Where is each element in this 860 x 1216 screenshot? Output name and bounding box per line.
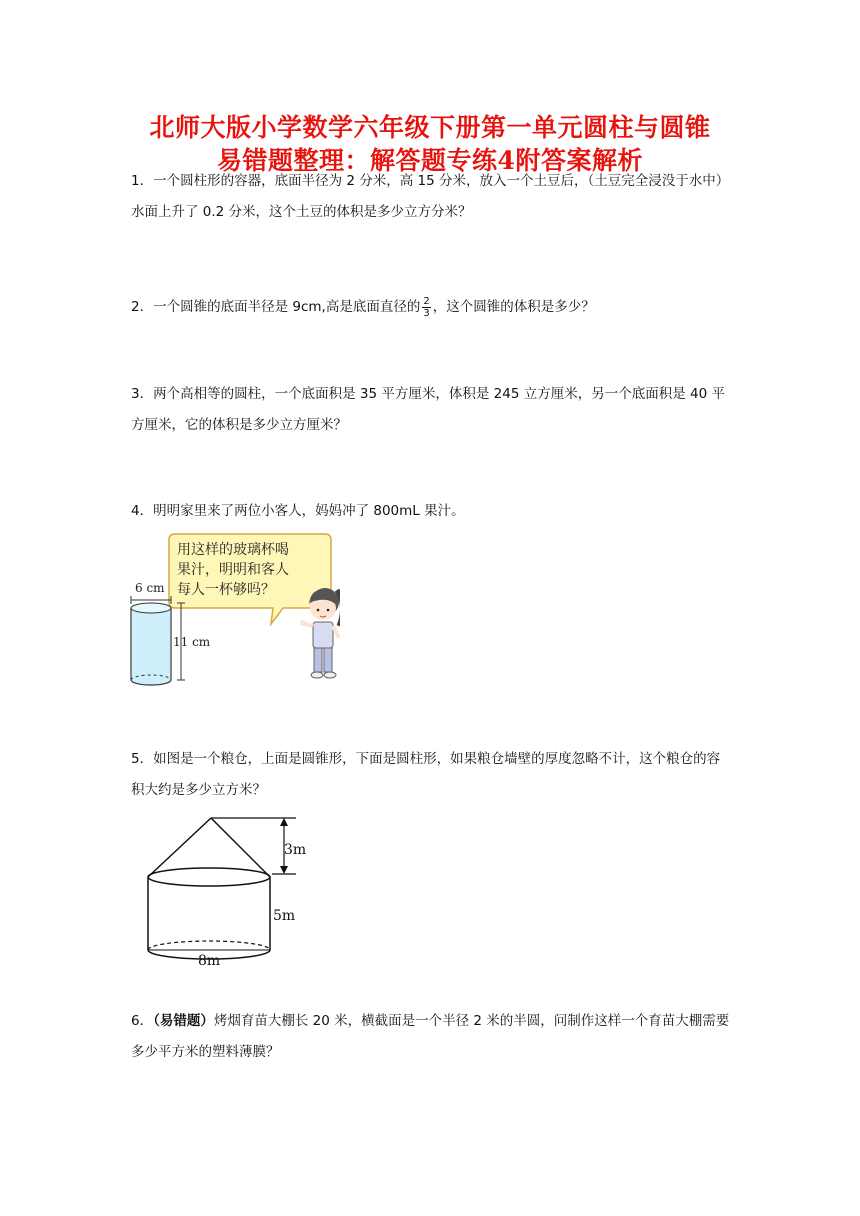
question-6-number: 6． — [131, 1013, 154, 1029]
question-2-text-before: 2．一个圆锥的底面半径是 9cm,高是底面直径的 — [131, 299, 421, 315]
question-6 — [131, 1006, 731, 1068]
fraction-two-thirds — [422, 296, 430, 319]
glass-diameter-label: 6 cm — [135, 581, 165, 595]
fraction-denominator: 3 — [423, 307, 430, 319]
question-1: 1．一个圆柱形的容器，底面半径为 2 分米，高 15 分米，放入一个土豆后，（土豆完全浸没于水中）水面上升了 0.2 分米，这个土豆的体积是多少立方分米？ — [131, 173, 730, 220]
cone-height-label: 3m — [284, 842, 307, 858]
glass-and-girl-figure — [125, 530, 340, 690]
question-6-tag: （易错题） — [153, 1013, 214, 1029]
cylinder-height-label: 5m — [273, 908, 296, 924]
fraction-numerator: 2 — [423, 295, 430, 307]
bubble-line-1: 用这样的玻璃杯喝 — [177, 542, 289, 558]
diameter-label: 8m — [198, 953, 221, 969]
page-title-line-2: 易错题整理：解答题专练4附答案解析 — [217, 146, 643, 175]
question-3: 3．两个高相等的圆柱，一个底面积是 35 平方厘米，体积是 245 立方厘米，另一个底面积是 40 平方厘米，它的体积是多少立方厘米？ — [131, 386, 725, 433]
glass-water — [132, 608, 170, 680]
glass-height-label: 11 cm — [173, 635, 211, 649]
bubble-line-3: 每人一杯够吗？ — [177, 582, 275, 598]
page-title-line-1: 北师大版小学数学六年级下册第一单元圆柱与圆锥 — [149, 113, 711, 142]
question-6-text: 烤烟育苗大棚长 20 米，横截面是一个半径 2 米的半圆，问制作这样一个育苗大棚需要多少平方米的塑料薄膜？ — [131, 1013, 730, 1060]
question-2-text-after: ，这个圆锥的体积是多少？ — [432, 299, 595, 315]
question-4: 4．明明家里来了两位小客人，妈妈冲了 800mL 果汁。 — [131, 503, 465, 519]
question-5: 5．如图是一个粮仓，上面是圆锥形，下面是圆柱形，如果粮仓墙壁的厚度忽略不计，这个粮仓的容积大约是多少立方米？ — [131, 751, 721, 798]
question-2 — [131, 292, 731, 323]
bubble-line-2: 果汁，明明和客人 — [177, 562, 289, 578]
granary-figure — [136, 812, 311, 972]
